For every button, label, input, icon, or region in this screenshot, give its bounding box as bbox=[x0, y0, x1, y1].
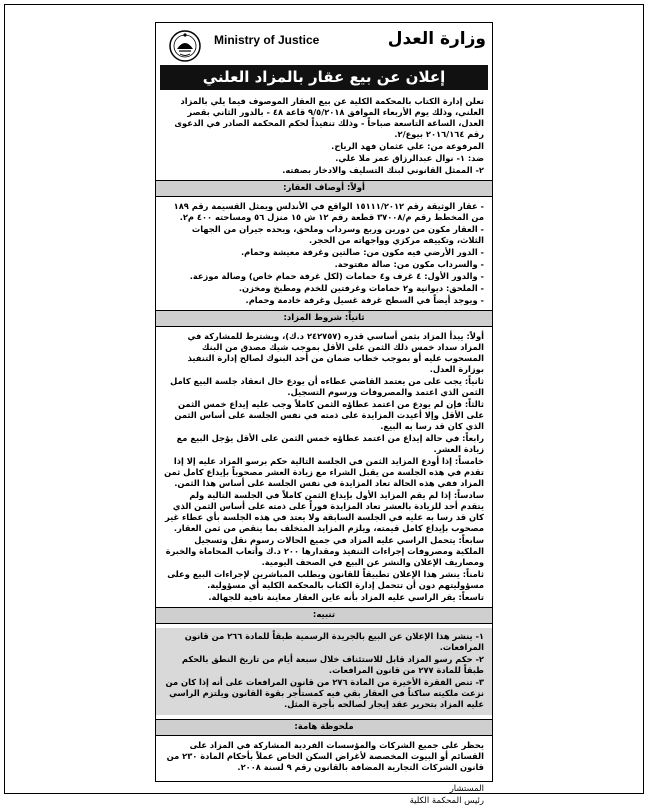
notice-item: ٣- تنص الفقرة الأخيرة من المادة ٢٧٦ من قانون المرافعات على أنه إذا كان من نزعت ملكيته ساكناً في العقار بقي فيه كمستأجر بقوة القانون ويلتزم الراسي عليه المزاد بتحرير عقد إيجار لصالحه بأجرة المثل. bbox=[165, 677, 484, 709]
condition-item: تاسعاً: يقر الراسي عليه المزاد بأنه عاين العقار معاينة نافية للجهالة. bbox=[208, 592, 484, 602]
condition-item: رابعاً: في حالة إيداع من اعتمد عطاؤه خمس الثمن على الأقل يؤجل البيع مع زيادة العشر. bbox=[176, 433, 484, 454]
property-item: - ويوجد أيضاً في السطح غرفة غسيل وغرفة خادمة وحمام. bbox=[245, 295, 484, 305]
important-note: يحظر على جميع الشركات والمؤسسات الفردية المشاركة في المزاد على القسائم أو البيوت المخصصة لأغراض السكن الخاص عملاً بأحكام المادة ٢٣٠ من قانون الشركات التجارية المضافة بالقانون رقم ٩ لسنة ٢٠٠٨. bbox=[166, 740, 484, 772]
notice-item: ١- ينشر هذا الإعلان عن البيع بالجريدة الرسمية طبقاً للمادة ٢٦٦ من قانون المرافعات. bbox=[184, 631, 484, 652]
intro-paragraph: تعلن إدارة الكتاب بالمحكمة الكلية عن بيع العقار الموصوف فيما يلي بالمزاد العلني، وذلك يوم الأربعاء الموافق ٩/٥/٢٠١٨ قاعة ٤٨ - بالدور الثاني بقصر العدل، الساعة التاسعة صباحاً - وذلك تنفيذاً لحكم المحكمة الصادر في الدعوى رقم ٢٠١٦/١٦٤ بيوع/٢. bbox=[174, 96, 484, 139]
section-title-property: أولاً: أوصاف العقار: bbox=[156, 180, 492, 197]
header bbox=[156, 23, 492, 65]
announcement-box bbox=[155, 22, 493, 806]
announcement-banner: إعلان عن بيع عقار بالمزاد العلني bbox=[160, 65, 488, 90]
condition-item: أولاً: يبدأ المزاد بثمن أساسي قدره (٢٤٢٧٥٧ د.ك)، ويشترط للمشاركة في المزاد سداد خمس ذلك الثمن على الأقل بموجب شيك مصدق من البنك المسحوب عليه أو بموجب خطاب ضمان من أحد البنوك لصالح إدارة التنفيذ بوزارة العدل. bbox=[187, 331, 484, 374]
condition-item: خامساً: إذا أودع المزايد الثمن في الجلسة التالية حكم برسو المزاد عليه إلا إذا تقدم في هذه الجلسة من يقبل الشراء مع زيادة العشر مصحوباً بإيداع كامل ثمن المزاد ففي هذه الحالة تعاد المزايدة في نفس الجلسة على أساس هذا الثمن. bbox=[164, 456, 484, 488]
defendant-line-1: ضد: ١- نوال عبدالرزاق عمر ملا علي. bbox=[335, 153, 484, 163]
signature-block bbox=[164, 783, 484, 807]
property-item: - العقار مكون من دورين وربع وسرداب وملحق، ويحده جيران من الجهات الثلاث، وتكييفه مركزي وواجهاته من الحجر. bbox=[191, 224, 484, 245]
signature-name: رئيس المحكمة الكلية bbox=[409, 796, 484, 806]
condition-item: سابعاً: يتحمل الراسي عليه المزاد في جميع الحالات رسوم نقل وتسجيل الملكية ومصروفات إجراءات التنفيذ ومقدارها ٢٠٠ د.ك وأتعاب المحاماة والخبرة ومصاريف الإعلان والنشر عن البيع في الصحف اليومية. bbox=[165, 535, 484, 567]
condition-item: ثامناً: ينشر هذا الإعلان تطبيقاً للقانون ويطلب المباشرين لإجراءات البيع وعلى مسؤوليتهم دون أن تتحمل إدارة الكتاب بالمحكمة الكلية أي مسؤولية. bbox=[167, 569, 484, 590]
section-title-conditions: ثانياً: شروط المزاد: bbox=[156, 310, 492, 327]
property-item: - الملحق: ديوانية و٢ حمامات وغرفتين للخدم ومطبخ ومخزن. bbox=[238, 283, 484, 293]
defendant-line-2: ٢- الممثل القانوني لبنك التسليف والادخار بصفته. bbox=[282, 165, 484, 175]
announcement-body bbox=[156, 90, 492, 807]
property-item: - والدور الأول: ٤ غرف و٤ حمامات (لكل غرفة حمام خاص) وصالة موزعة. bbox=[189, 271, 484, 281]
condition-item: ثالثاً: فإن لم يودع من اعتمد عطاؤه الثمن كاملاً وجب عليه إيداع خمس الثمن على الأقل وإلا أعيدت المزايدة على ذمته في نفس الجلسة على أساس الثمن الذي كان قد رسا به البيع. bbox=[174, 399, 484, 431]
plaintiff-line: المرفوعة من: علي عثمان فهد الرباح. bbox=[331, 141, 484, 151]
property-item: - والسرداب مكون من: صالة مفتوحة. bbox=[334, 259, 484, 269]
section-title-important: ملحوظة هامة: bbox=[156, 719, 492, 736]
kuwait-emblem-icon bbox=[168, 29, 202, 63]
ministry-title-ar: وزارة العدل bbox=[387, 29, 486, 49]
condition-item: سادساً: إذا لم يقم المزايد الأول بإيداع الثمن كاملاً في الجلسة التالية ولم يتقدم أحد للزيادة بالعشر تعاد المزايدة فوراً على ذمته على أساس الثمن الذي كان قد رسا به عليه في الجلسة السابقة ولا يعتد في هذه الجلسة بأي عطاء غير مصحوب بإيداع كامل قيمته، ويلزم المزايد المتخلف بما ينقص من ثمن العقار. bbox=[164, 490, 484, 533]
ministry-title-en: Ministry of Justice bbox=[214, 33, 320, 47]
condition-item: ثانياً: يجب على من يعتمد القاضي عطاءه أن يودع حال انعقاد جلسة البيع كامل الثمن الذي اعتمد والمصروفات ورسوم التسجيل. bbox=[170, 376, 484, 397]
property-item: - عقار الوثيقة رقم ١٥١١١/٢٠١٢ الواقع في الأندلس ويمثل القسيمة رقم ١٨٩ من المخطط رقم م/٣٧٠٠٨ قطعة رقم ١٢ ش ١٥ منزل ٥٦ ومساحته ٤٠٠ م٢. bbox=[173, 201, 484, 222]
property-item: - الدور الأرضي فيه مكون من: صالتين وغرفة معيشة وحمام. bbox=[240, 247, 484, 257]
notice-item: ٢- حكم رسو المزاد قابل للاستئناف خلال سبعة أيام من تاريخ النطق بالحكم طبقاً للمادة ٢٧٧ من قانون المرافعات. bbox=[181, 654, 484, 675]
signature-title: المستشار bbox=[449, 784, 484, 794]
notice-block bbox=[156, 628, 492, 715]
section-title-notice: تنبيه: bbox=[156, 607, 492, 624]
